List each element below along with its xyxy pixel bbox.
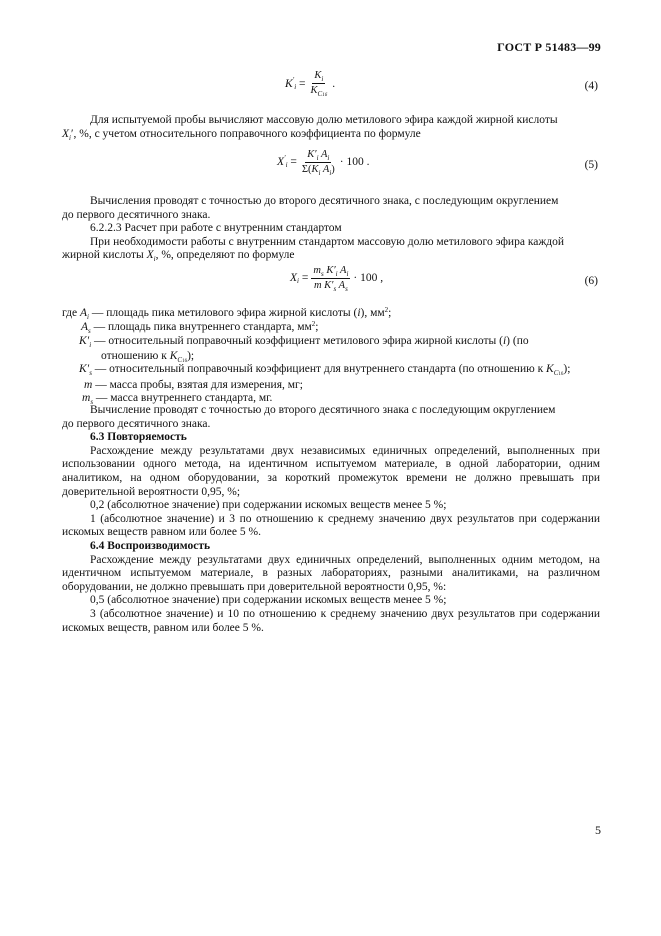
- definition-ai: где $A_i$ — площадь пика метилового эфира жирной кислоты (i), $мм^2$;: [62, 306, 392, 321]
- paragraph: 0,5 (абсолютное значение) при содержании искомых веществ менее 5 %;: [90, 594, 447, 607]
- standard-header: ГОСТ Р 51483—99: [497, 40, 601, 54]
- definition-text: — масса пробы, взятая для измерения, мг;: [95, 379, 303, 391]
- text-line: до первого десятичного знака.: [62, 208, 211, 221]
- section-heading-reproducibility: 6.4 Воспроизводимость: [90, 539, 211, 552]
- text-line: , %, с учетом относительного поправочного коэффициента по формуле: [73, 127, 421, 140]
- definition-text: — площадь пика метилового эфира жирной кислоты (: [91, 307, 358, 319]
- definition-m: m — масса пробы, взятая для измерения, мг;: [84, 379, 303, 391]
- definition-ki: $K'_i$ — относительный поправочный коэффициент метилового эфира жирной кислоты (i) (по отношению к $K_{C16}$);: [79, 335, 529, 364]
- text-line: до первого десятичного знака.: [62, 417, 211, 430]
- definition-text: — относительный поправочный коэффициент для внутреннего стандарта (по отношению к: [94, 363, 544, 375]
- definition-ms: $m_s$ — масса внутреннего стандарта, мг.: [82, 392, 273, 406]
- definition-as: $A_s$ — площадь пика внутреннего стандарта, $мм^2$;: [81, 320, 319, 335]
- text-line: Вычисления проводят с точностью до второго десятичного знака, с последующим округлением: [90, 195, 559, 207]
- equation-number: (4): [584, 80, 598, 93]
- equation-multiplier: · 100 .: [339, 155, 370, 168]
- text-line: жирной кислоты: [62, 249, 144, 262]
- text-line: При необходимости работы с внутренним стандартом массовую долю метилового эфира каждой: [90, 235, 565, 248]
- equation-number: (6): [584, 275, 598, 288]
- paragraph-intro: Для испытуемой пробы вычисляют массовую долю метилового эфира каждой жирной кислоты $X_i'$, %, с учетом относительного поправочного коэффициента по формуле: [62, 114, 600, 142]
- equation-6: X i = $\frac{m_s K'_i A_i}{m K'_s A_s}$ · 100 , (6): [290, 265, 598, 293]
- definition-text: отношению к: [101, 349, 167, 362]
- text-line: Для испытуемой пробы вычисляют массовую долю метилового эфира каждой жирной кислоты: [90, 114, 558, 126]
- where-label: где: [62, 307, 78, 319]
- definition-text: ) (по: [506, 335, 529, 347]
- equation-5: X ′ i = $\frac{K'_i A_i}{\Sigma(K_i A_i)}$ · 100 . (5): [277, 149, 598, 177]
- definition-text: — относительный поправочный коэффициент метилового эфира жирной кислоты (: [94, 335, 503, 347]
- paragraph: Расхождение между результатами двух независимых единичных определений, выполненных при использовании одного метода, на идентичном испытуемом материале, в одной лаборатории, одним аналитиком, на одном оборудовании, за короткий промежуток времени не должно превышать при доверительной вероятности 0,95, %;: [62, 444, 600, 498]
- sections-precision: [62, 404, 600, 635]
- paragraph-precision: Вычисления проводят с точностью до второго десятичного знака, с последующим округлением до первого десятичного знака. 6.2.2.3 Расчет при работе с внутренним стандартом При необходимости работы с внутренним стандартом массовую долю метилового эфира каждой жирной кислоты $X_i$, %, определяют по формуле: [62, 195, 600, 264]
- subsection-heading: 6.2.2.3 Расчет при работе с внутренним стандартом: [90, 222, 342, 235]
- text-line: , %, определяют по формуле: [155, 249, 295, 262]
- section-heading-repeatability: 6.3 Повторяемость: [90, 431, 187, 444]
- equation-multiplier: · 100 ,: [353, 271, 384, 284]
- page-number: 5: [595, 823, 601, 837]
- definition-text: — площадь пика внутреннего стандарта, мм: [93, 321, 312, 333]
- equation-number: (5): [584, 159, 598, 172]
- definition-ks: $K'_s$ — относительный поправочный коэффициент для внутреннего стандарта (по отношению к $K_{C16}$);: [79, 363, 571, 377]
- definition-text: — масса внутреннего стандарта, мг.: [95, 392, 273, 404]
- equation-4: K ′ i = $\frac{K_i}{K_{C16}}$ . (4): [285, 70, 598, 98]
- paragraph: 3 (абсолютное значение) и 10 по отношению к среднему значению двух результатов при содержании искомых веществ, равном или более 5 %.: [62, 607, 600, 634]
- paragraph: 1 (абсолютное значение) и 3 по отношению к среднему значению двух результатов при содержании искомых веществ равном или более 5 %.: [62, 512, 600, 539]
- definition-text: i: [357, 307, 361, 319]
- paragraph: Расхождение между результатами двух единичных определений, выполненных одним методом, на идентичном испытуемом материале, в разных лабораториях, разными аналитиками, на различном оборудовании, не должно превышать при доверительной вероятности 0,95, %:: [62, 553, 600, 593]
- paragraph: 0,2 (абсолютное значение) при содержании искомых веществ менее 5 %;: [90, 499, 447, 512]
- definition-text: ), мм: [360, 307, 385, 319]
- text-line: Вычисление проводят с точностью до второго десятичного знака с последующим округлением: [90, 404, 556, 416]
